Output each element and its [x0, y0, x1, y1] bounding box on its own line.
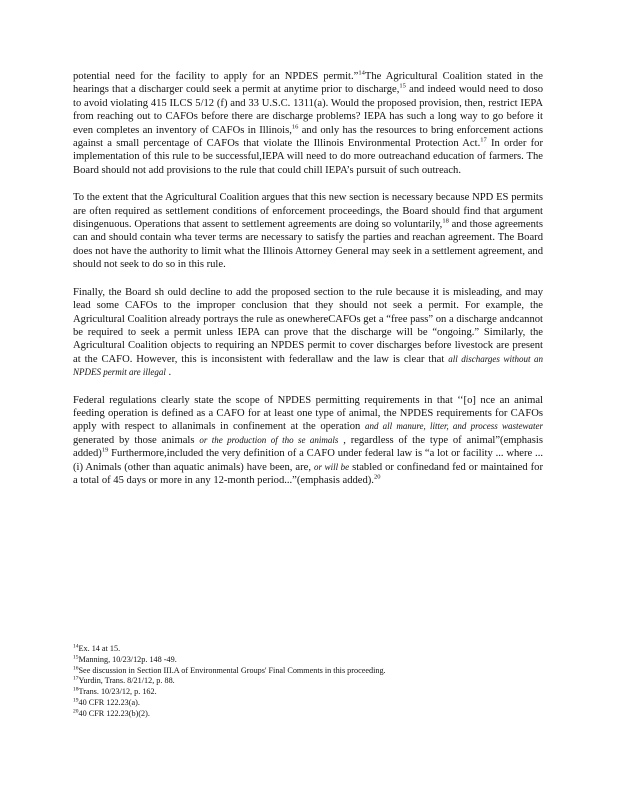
- paragraph-text: generated by those animals: [73, 434, 200, 446]
- footnote-ref-15[interactable]: 15: [399, 82, 406, 90]
- footnote-17: [73, 676, 543, 687]
- footnote-14: [73, 644, 543, 655]
- footnote-text: Ex. 14 at 15.: [78, 644, 121, 653]
- emphasis-text: or the production of tho se animals: [199, 434, 339, 445]
- paragraph-4: [73, 394, 543, 488]
- paragraph-text: Furthermore,included the very definition of a CAFO under federal law is “a lot or facility ... where ... (i) Animals (other than aquatic animals) have been, are,: [73, 448, 543, 473]
- footnote-ref-17[interactable]: 17: [480, 136, 487, 144]
- paragraph-1: [73, 70, 543, 177]
- document-body: [73, 70, 543, 501]
- footnote-16: [73, 666, 543, 677]
- paragraph-text: stabled or confinedand fed or maintained for a total of 45 days or more in any 12-month period...”(emphasis added).: [73, 461, 543, 486]
- paragraph-text: In order for implementation of this rule to be successful,IEPA will need to do more outreachand education of farmers. The Board should not add provisions to the rule that could chill IEPA’s pursuit of such outreach.: [73, 138, 543, 176]
- paragraph-2: [73, 191, 543, 271]
- footnote-text: Manning, 10/23/12p. 148 -49.: [78, 654, 177, 664]
- paragraph-text: , regardless of the type of animal”(emphasis added): [73, 434, 543, 460]
- paragraph-text: and indeed would need to doso to avoid violating 415 ILCS 5/12 (f) and 33 U.S.C. 1311(a). Would the proposed provision, then, restrict IEPA from reaching out to CAFOs before there are discharge problems? IEPA has such a long way to go before it even completes an inventory of CAFOs in Illinois,: [73, 84, 543, 136]
- footnote-number: 19: [73, 697, 79, 704]
- footnote-number: 15: [73, 654, 79, 661]
- paragraph-text: and those agreements can and should contain wha tever terms are necessary to satisfy the parties and reachan agreement. The Board does not have the authority to limit what the Illinois Attorney General may seek in a settlement agreement, and should not seek to do so in this rule.: [73, 219, 543, 271]
- footnotes-section: [73, 644, 543, 720]
- paragraph-3: [73, 286, 543, 380]
- paragraph-text: Finally, the Board sh ould decline to add the proposed section to the rule because it is misleading, and may lead some CAFOs to the improper conclusion that they should not seek a permit. For example, the Agricultural Coalition already portrays the rule as onewhereCAFOs get a “free pass” on a discharge andcannot be required to seek a permit unless IEPA can prove that the discharge will be “ongoing.” Similarly, the Agricultural Coalition objects to requiring an NPDES permit to cover discharges before livestock are present at the CAFO. However, this is inconsistent with federallaw and the law is clear that: [73, 286, 543, 365]
- footnote-number: 17: [73, 675, 79, 682]
- footnote-number: 20: [73, 708, 79, 715]
- emphasis-text: and all manure, litter, and process wastewater: [364, 421, 543, 432]
- footnote-18: [73, 687, 543, 698]
- footnote-ref-16[interactable]: 16: [291, 123, 299, 131]
- paragraph-text: The Agricultural Coalition stated in the hearings that a discharger could seek a permit at anytime prior to discharge,: [73, 71, 543, 96]
- paragraph-text: and only has the resources to bring enforcement actions against a small percentage of CAFOs that violate the Illinois Environmental Protection Act.: [73, 124, 543, 150]
- footnote-number: 14: [73, 643, 79, 650]
- footnote-20: [73, 709, 543, 720]
- footnote-number: 18: [73, 686, 79, 693]
- footnote-text: 40 CFR 122.23(b)(2).: [78, 708, 150, 718]
- emphasis-text: or will be: [313, 461, 350, 472]
- paragraph-text: potential need for the facility to apply for an NPDES permit.”: [73, 71, 359, 82]
- footnote-text: 40 CFR 122.23(a).: [78, 697, 140, 707]
- paragraph-text: .: [165, 367, 172, 379]
- footnote-ref-20[interactable]: 20: [373, 473, 381, 481]
- footnote-ref-18[interactable]: 18: [442, 217, 449, 225]
- paragraph-text: To the extent that the Agricultural Coalition argues that this new section is necessary because NPD ES permits are often required as settlement conditions of enforcement proceedings, the Board should find that argument disingenuous. Operations that assent to settlement agreements are doing so voluntarily,: [73, 192, 543, 231]
- footnote-text: Yurdin, Trans. 8/21/12, p. 88.: [78, 676, 175, 686]
- footnote-ref-19[interactable]: 19: [101, 446, 109, 454]
- footnote-number: 16: [73, 664, 79, 671]
- footnote-19: [73, 698, 543, 709]
- footnote-text: Trans. 10/23/12, p. 162.: [78, 687, 157, 697]
- footnote-ref-14[interactable]: 14: [358, 69, 365, 77]
- footnote-text: See discussion in Section III.A of Environmental Groups' Final Comments in this proceeding.: [78, 665, 386, 675]
- footnote-15: [73, 655, 543, 666]
- paragraph-text: Federal regulations clearly state the scope of NPDES permitting requirements in that ‘‘[o] nce an animal feeding operation is defined as a CAFO for at least one type of animal, the NPDES requirements for CAFOs apply with respect to allanimals in confinement at the operation: [73, 394, 543, 433]
- emphasis-text: all discharges without an NPDES permit are illegal: [73, 353, 543, 378]
